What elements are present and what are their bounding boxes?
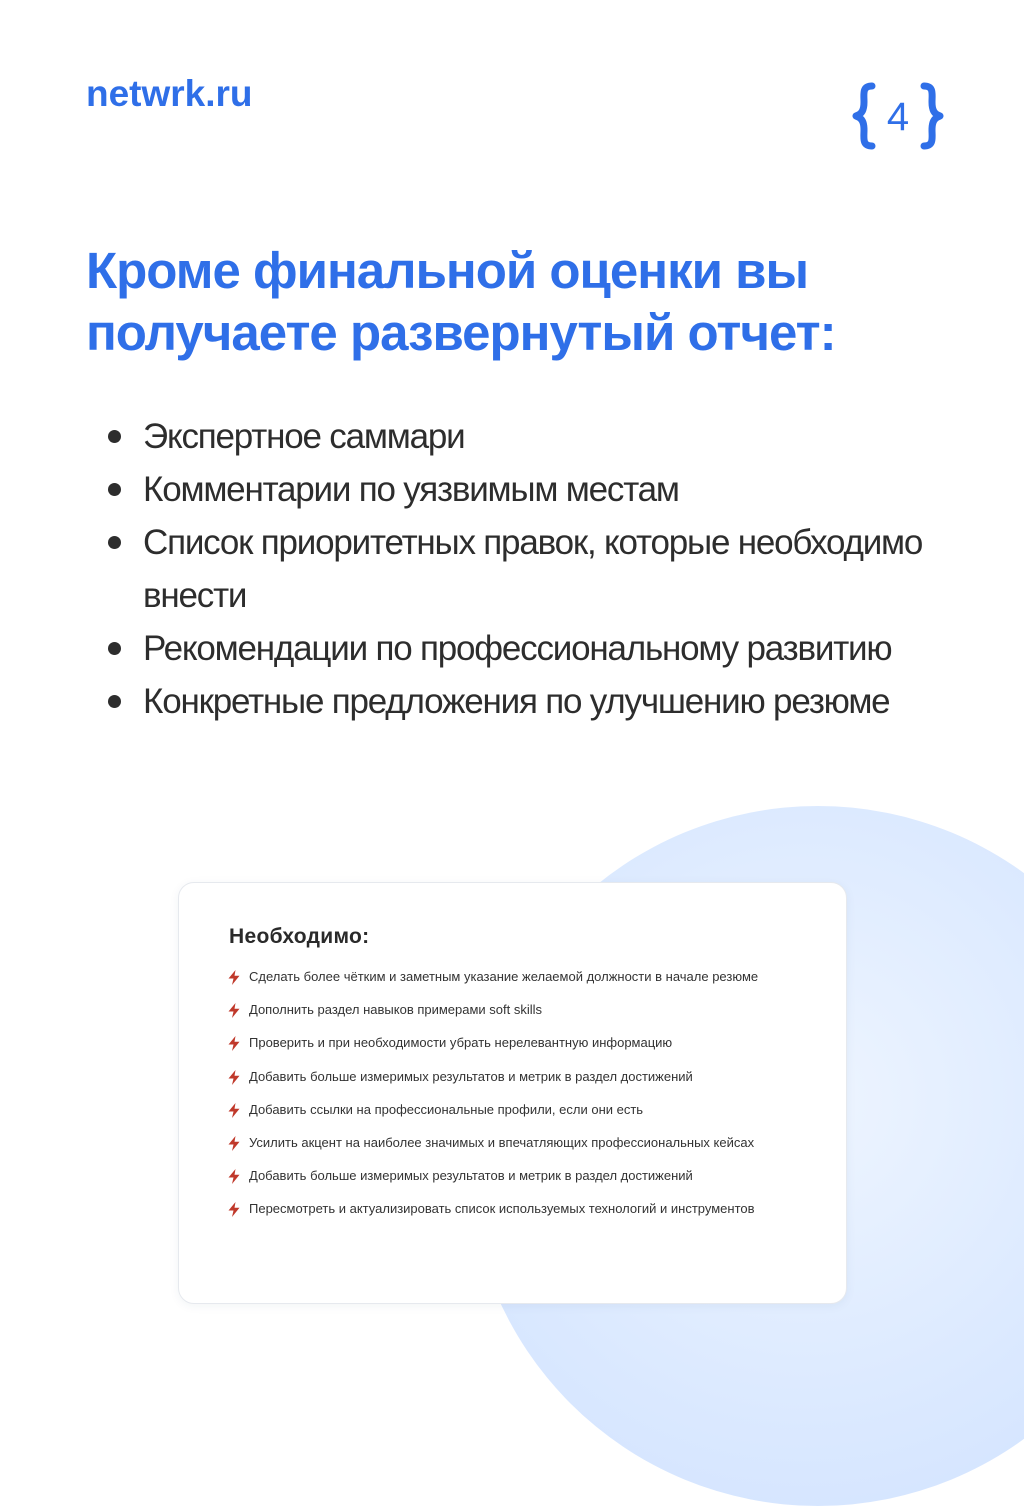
recommendations-list	[227, 965, 827, 1231]
recommendation-item	[227, 1098, 827, 1131]
lightning-bolt-icon	[227, 1136, 241, 1151]
lightning-bolt-icon	[227, 970, 241, 985]
recommendation-text: Добавить ссылки на профессиональные профили, если они есть	[249, 1101, 644, 1117]
recommendation-text: Проверить и при необходимости убрать нерелевантную информацию	[249, 1035, 673, 1051]
recommendation-text: Дополнить раздел навыков примерами soft skills	[249, 1002, 543, 1018]
curly-braces-icon	[852, 82, 944, 150]
benefit-item: Комментарии по уязвимым местам	[102, 463, 982, 516]
recommendation-item	[227, 1065, 827, 1098]
recommendation-text: Усилить акцент на наиболее значимых и впечатляющих профессиональных кейсах	[249, 1134, 755, 1150]
benefit-item: Рекомендации по профессиональному развитию	[102, 622, 982, 675]
lightning-bolt-icon	[227, 1036, 241, 1051]
lightning-bolt-icon	[227, 1003, 241, 1018]
recommendation-text: Добавить больше измеримых результатов и метрик в раздел достижений	[249, 1168, 693, 1184]
recommendation-text: Сделать более чётким и заметным указание желаемой должности в начале резюме	[249, 969, 759, 984]
recommendation-item	[227, 965, 827, 998]
headline: Кроме финальной оценки вы получаете развернутый отчет:	[86, 242, 836, 361]
brand-logo: netwrk.ru	[86, 73, 253, 114]
lightning-bolt-icon	[227, 1202, 241, 1217]
benefit-item: Список приоритетных правок, которые необходимо внести	[102, 516, 982, 622]
recommendation-item	[227, 998, 827, 1031]
recommendation-item	[227, 1031, 827, 1064]
benefit-item: Конкретные предложения по улучшению резюме	[102, 675, 982, 728]
recommendation-text: Пересмотреть и актуализировать список используемых технологий и инструментов	[249, 1201, 755, 1217]
page-number-badge	[852, 82, 944, 150]
lightning-bolt-icon	[227, 1169, 241, 1184]
recommendation-item	[227, 1131, 827, 1164]
recommendation-text: Добавить больше измеримых результатов и метрик в раздел достижений	[249, 1068, 693, 1084]
page-number: 4	[886, 95, 910, 139]
card-title: Необходимо:	[229, 925, 370, 948]
benefits-list	[102, 410, 982, 728]
lightning-bolt-icon	[227, 1103, 241, 1118]
report-preview-card	[178, 882, 847, 1304]
recommendation-item	[227, 1164, 827, 1197]
recommendation-item	[227, 1197, 827, 1230]
lightning-bolt-icon	[227, 1070, 241, 1085]
benefit-item: Экспертное саммари	[102, 410, 982, 463]
